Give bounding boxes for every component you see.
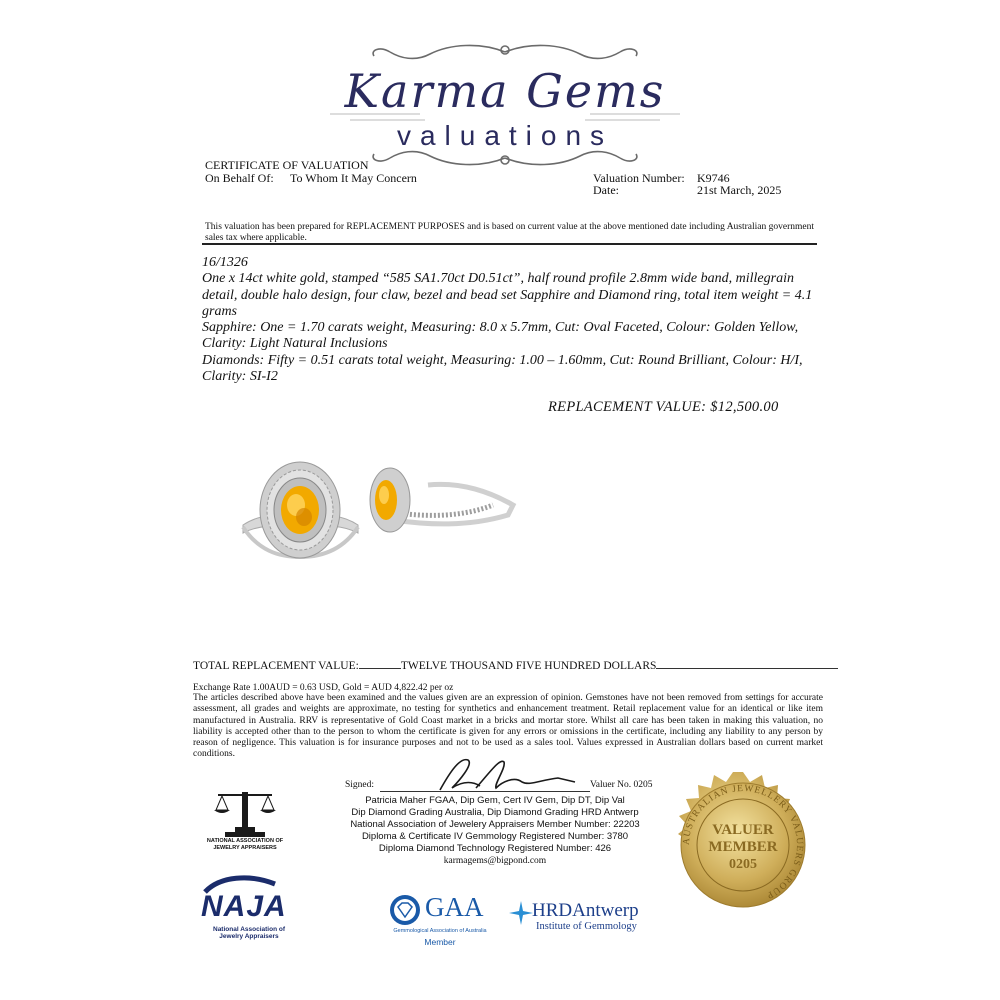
seal-line-1: VALUER bbox=[712, 822, 774, 838]
hrd-subtitle: Institute of Gemmology bbox=[536, 921, 637, 932]
signed-label: Signed: bbox=[345, 780, 375, 790]
replacement-value: REPLACEMENT VALUE: $12,500.00 bbox=[548, 399, 779, 415]
credential-line: Dip Diamond Grading Australia, Dip Diamond Grading HRD Antwerp bbox=[351, 807, 639, 818]
gaa-diamond-icon bbox=[388, 893, 422, 927]
total-label: TOTAL REPLACEMENT VALUE: bbox=[193, 660, 359, 672]
naja-abbreviation: NAJA bbox=[201, 890, 287, 923]
item-ref: 16/1326 bbox=[202, 255, 248, 270]
behalf-value: To Whom It May Concern bbox=[290, 171, 417, 185]
header-divider bbox=[202, 243, 817, 245]
gaa-abbreviation: GAA bbox=[425, 892, 484, 922]
hrd-antwerp-logo bbox=[508, 895, 653, 940]
valuation-number: K9746 bbox=[697, 171, 730, 185]
credential-line: Diploma & Certificate IV Gemmology Registered Number: 3780 bbox=[361, 831, 629, 842]
seal-line-2: MEMBER bbox=[708, 839, 778, 855]
gaa-full-name: Gemmological Association of Australia bbox=[393, 928, 487, 934]
naja-association-line-1: NATIONAL ASSOCIATION OF bbox=[206, 838, 284, 844]
purpose-note-line-2: sales tax where applicable. bbox=[205, 233, 307, 243]
credential-line: Patricia Maher FGAA, Dip Gem, Cert IV Gem, Dip DT, Dip Val bbox=[365, 795, 625, 806]
purpose-note-line-1: This valuation has been prepared for REPLACEMENT PURPOSES and is based on current value at the above mentioned date including Australian government bbox=[205, 222, 815, 232]
ring-front-photo bbox=[238, 455, 363, 570]
naja-line-1: National Association of bbox=[213, 926, 285, 933]
underline bbox=[359, 657, 401, 669]
valuer-number: Valuer No. 0205 bbox=[590, 780, 653, 790]
total-words: TWELVE THOUSAND FIVE HUNDRED DOLLARS bbox=[400, 660, 657, 672]
valuer-credentials bbox=[320, 795, 670, 867]
valuer-member-seal bbox=[668, 770, 818, 920]
seal-number: 0205 bbox=[729, 857, 757, 872]
brand-name: Karma Gems bbox=[344, 64, 666, 118]
brand-subtitle: valuations bbox=[396, 120, 614, 151]
date-value: 21st March, 2025 bbox=[697, 183, 782, 197]
credential-line: National Association of Jewelery Appraisers Member Number: 22203 bbox=[350, 819, 640, 830]
certificate-title: CERTIFICATE OF VALUATION bbox=[205, 158, 369, 172]
naja-association-text bbox=[198, 838, 292, 851]
date-label: Date: bbox=[593, 183, 619, 197]
item-main-description: One x 14ct white gold, stamped “585 SA1.70ct D0.51ct”, half round profile 2.8mm wide band, millegrain detail, double halo design, four claw, bezel and bead set Sapphire and Diamond ring, total item weight = 4.1 grams bbox=[202, 271, 813, 319]
valuation-number-label: Valuation Number: bbox=[593, 171, 685, 185]
gaa-member-label: Member bbox=[424, 937, 456, 947]
signature-icon bbox=[430, 752, 580, 797]
naja-association-line-2: JEWELRY APPRAISERS bbox=[213, 844, 277, 851]
exchange-rate: Exchange Rate 1.00AUD = 0.63 USD, Gold = AUD 4,822.42 per oz bbox=[193, 683, 454, 693]
behalf-label: On Behalf Of: bbox=[205, 171, 274, 185]
naja-line-2: Jewelry Appraisers bbox=[219, 933, 279, 940]
hrd-star-icon bbox=[508, 900, 534, 926]
gaa-logo bbox=[385, 890, 495, 950]
brand-logo bbox=[330, 40, 680, 170]
credential-line: Diploma Diamond Technology Registered Number: 426 bbox=[378, 843, 612, 854]
hrd-name: HRDAntwerp bbox=[532, 900, 639, 921]
naja-full-name bbox=[209, 926, 289, 940]
disclaimer-text: The articles described above have been examined and the values given are an expression of opinion. Gemstones have not been removed from settings for accurate assessment, all grades and weights are approximate, no testing for synthetics and enhancement treatment. Retail replacement value for an identical or like item manufactured in Australia. RRV is representative of Gold Coast market in a bricks and mortar store. Whilst all care has been taken in making this valuation, no liability is accepted other than to the person to whom the certificate is given for any errors or omissions in the certificate, including any liability to any person by reason of negligence. This valuation is for insurance purposes and not to be used as a sales tool. Values expressed in Australian dollars based on current market conditions. bbox=[193, 693, 823, 760]
total-replacement-line bbox=[193, 657, 838, 672]
sapphire-detail: Sapphire: One = 1.70 carats weight, Measuring: 8.0 x 5.7mm, Cut: Oval Faceted, Colour: Golden Yellow, Clarity: Light Natural Inclusions bbox=[202, 320, 799, 352]
item-description bbox=[202, 255, 817, 385]
contact-email: karmagems@bigpond.com bbox=[443, 856, 547, 866]
diamonds-detail: Diamonds: Fifty = 0.51 carats total weight, Measuring: 1.00 – 1.60mm, Cut: Round Brilliant, Colour: H/I, Clarity: SI-I2 bbox=[202, 352, 803, 385]
naja-logo bbox=[195, 872, 290, 942]
underline bbox=[656, 657, 838, 669]
ring-side-photo bbox=[368, 455, 518, 550]
seal-ring-text: AUSTRALIAN JEWELLERY VALUERS GROUP bbox=[681, 783, 805, 901]
gold-seal-icon bbox=[668, 770, 818, 920]
